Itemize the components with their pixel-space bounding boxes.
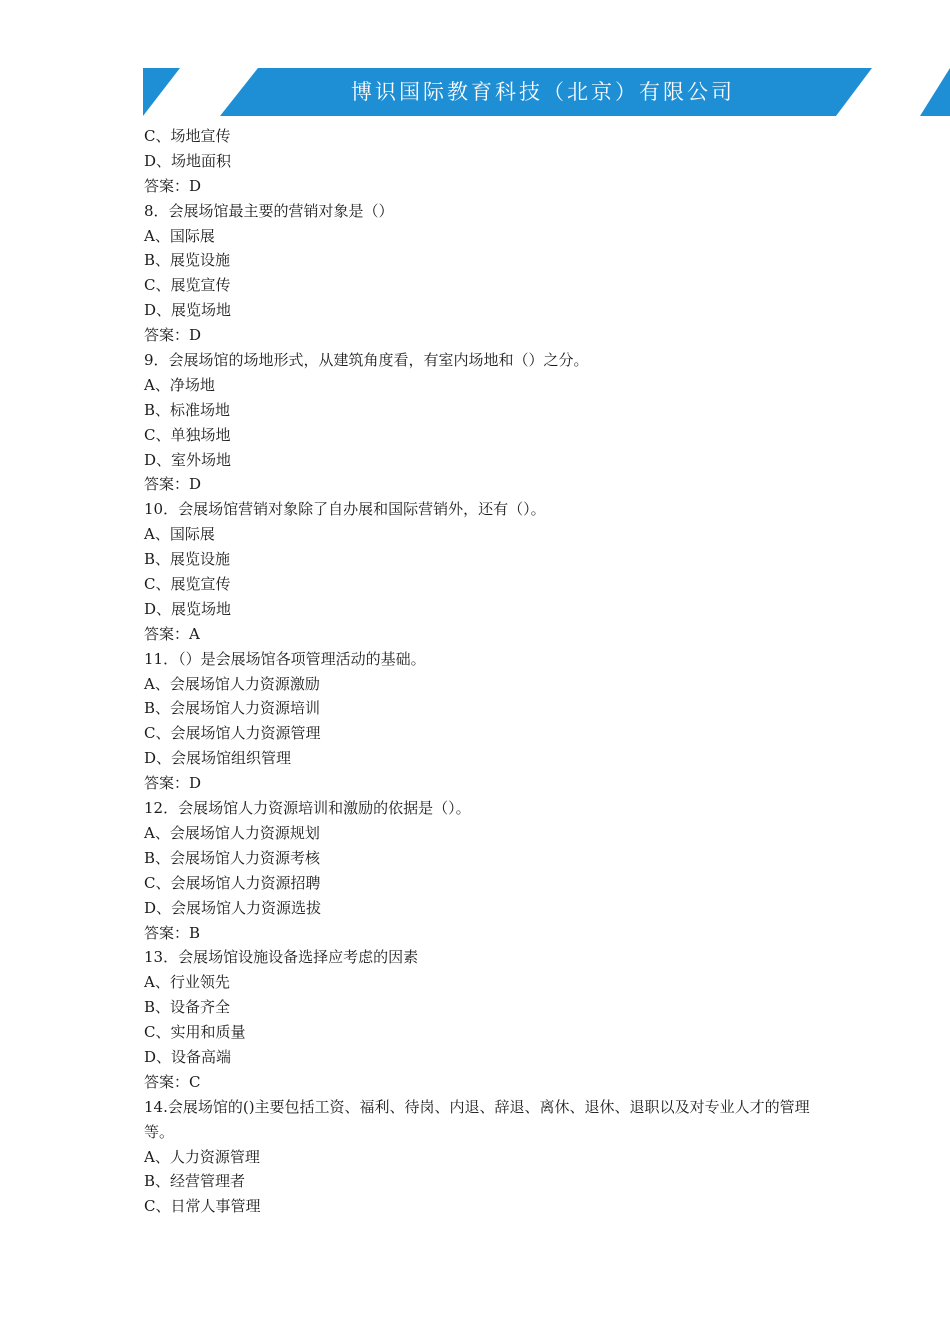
option-line: B、会展场馆人力资源考核 <box>144 848 321 867</box>
question-line: 8．会展场馆最主要的营销对象是（） <box>144 201 394 220</box>
answer-line: 答案：D <box>144 774 202 793</box>
question-line: 9．会展场馆的场地形式，从建筑角度看，有室内场地和（）之分。 <box>144 351 589 370</box>
option-line: D、会展场馆组织管理 <box>144 749 292 768</box>
answer-line: 答案：D <box>144 326 202 345</box>
answer-line: 答案：C <box>144 1072 201 1091</box>
option-line: D、展览场地 <box>144 301 232 320</box>
option-line: A、行业领先 <box>144 973 230 992</box>
option-line: C、实用和质量 <box>144 1023 246 1042</box>
question-line: 13．会展场馆设施设备选择应考虑的因素 <box>144 948 419 967</box>
option-line: B、会展场馆人力资源培训 <box>144 699 321 718</box>
option-line: D、设备高端 <box>144 1047 232 1066</box>
header-band <box>0 68 950 116</box>
answer-line: 答案：B <box>144 923 201 942</box>
answer-line: 答案：A <box>144 624 200 643</box>
answer-line: 答案：D <box>144 176 202 195</box>
option-line: A、会展场馆人力资源激励 <box>144 674 320 693</box>
option-line: C、单独场地 <box>144 425 231 444</box>
answer-line: 答案：D <box>144 475 202 494</box>
option-line: B、经营管理者 <box>144 1172 246 1191</box>
question-line: 12．会展场馆人力资源培训和激励的依据是（）。 <box>144 799 471 818</box>
option-line: D、会展场馆人力资源选拔 <box>144 898 322 917</box>
option-line: A、国际展 <box>144 525 215 544</box>
option-line: C、展览宣传 <box>144 276 231 295</box>
option-line: D、室外场地 <box>144 450 232 469</box>
option-line: D、场地面积 <box>144 151 232 170</box>
option-line: B、设备齐全 <box>144 998 231 1017</box>
option-line: D、展览场地 <box>144 599 232 618</box>
option-line: A、国际展 <box>144 226 215 245</box>
option-line: B、标准场地 <box>144 400 231 419</box>
option-line: C、日常人事管理 <box>144 1197 261 1216</box>
question-line: 14.会展场馆的()主要包括工资、福利、待岗、内退、辞退、离休、退休、退职以及对专业人才的管理等。 <box>144 1097 810 1141</box>
option-line: C、会展场馆人力资源管理 <box>144 724 321 743</box>
option-line: A、会展场馆人力资源规划 <box>144 823 320 842</box>
header-right-triangle <box>920 68 950 116</box>
document-body <box>144 124 824 1219</box>
option-line: C、展览宣传 <box>144 575 231 594</box>
question-line: 10．会展场馆营销对象除了自办展和国际营销外，还有（）。 <box>144 500 546 519</box>
option-line: C、会展场馆人力资源招聘 <box>144 873 321 892</box>
option-line: A、人力资源管理 <box>144 1147 260 1166</box>
header-left-triangle <box>143 68 180 116</box>
option-line: A、净场地 <box>144 375 215 394</box>
option-line: C、场地宣传 <box>144 127 231 145</box>
question-line: 11．（）是会展场馆各项管理活动的基础。 <box>144 649 426 668</box>
company-title: 博识国际教育科技（北京）有限公司 <box>351 80 735 104</box>
option-line: B、展览设施 <box>144 550 231 569</box>
option-line: B、展览设施 <box>144 251 231 270</box>
